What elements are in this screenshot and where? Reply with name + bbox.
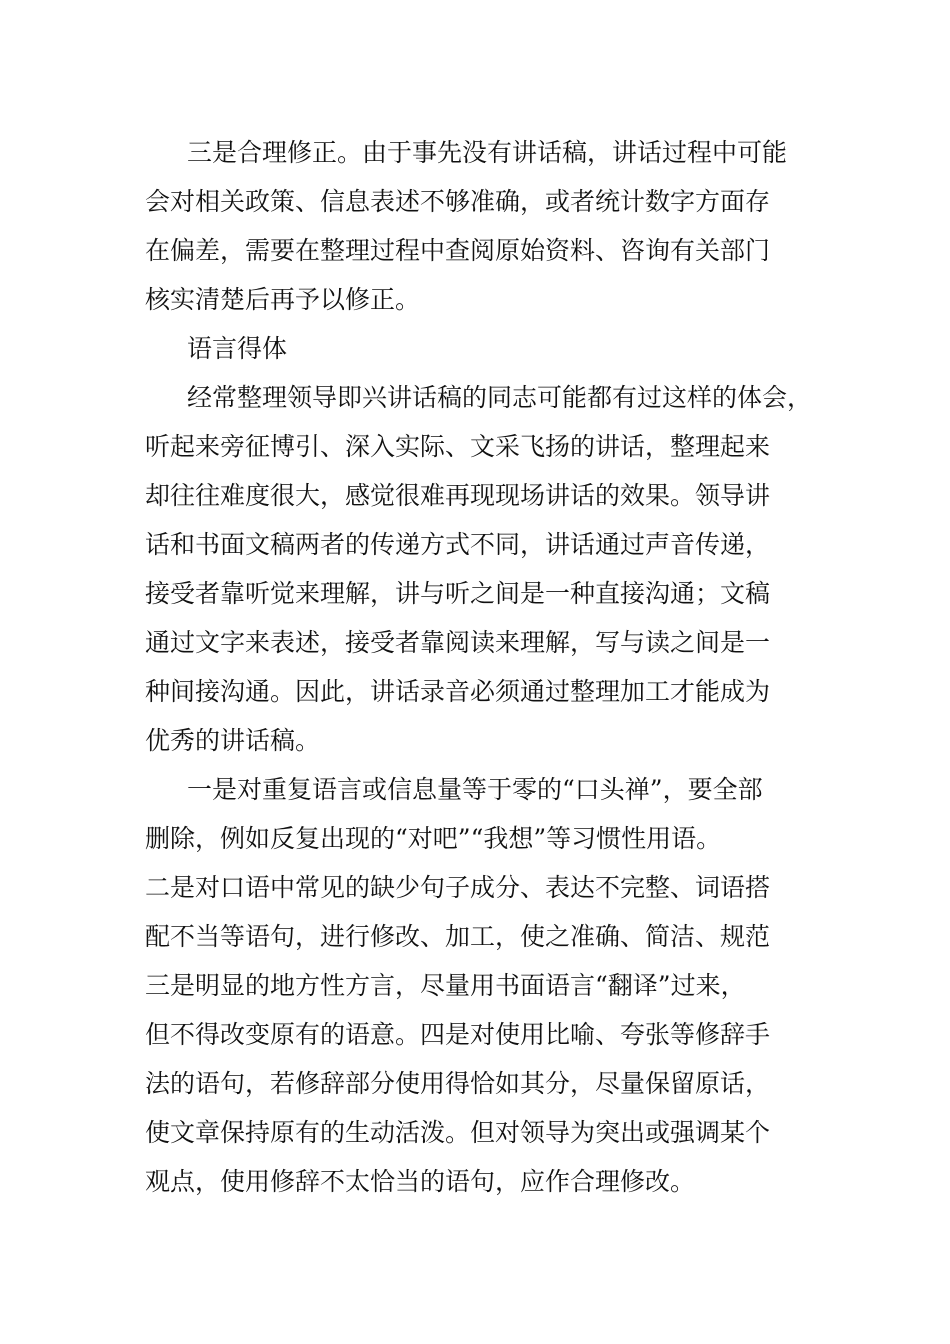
paragraph-methods: [145, 765, 825, 1206]
text-line: 三是明显的地方性方言，尽量用书面语言“翻译”过来，: [145, 971, 746, 1000]
text-line: 优秀的讲话稿。: [145, 726, 321, 755]
text-line: 经常整理领导即兴讲话稿的同志可能都有过这样的体会，: [187, 383, 813, 412]
text-line: 种间接沟通。因此，讲话录音必须通过整理加工才能成为: [145, 677, 771, 706]
text-line: 话和书面文稿两者的传递方式不同，讲话通过声音传递，: [145, 530, 771, 559]
text-line: 一是对重复语言或信息量等于零的“口头禅”，要全部: [187, 775, 763, 804]
text-line: 三是合理修正。由于事先没有讲话稿，讲话过程中可能: [187, 138, 788, 167]
text-line: 删除，例如反复出现的“对吧”“我想”等习惯性用语。: [145, 824, 722, 853]
text-line: 在偏差，需要在整理过程中查阅原始资料、咨询有关部门: [145, 236, 771, 265]
text-line: 使文章保持原有的生动活泼。但对领导为突出或强调某个: [145, 1118, 771, 1147]
text-line: 但不得改变原有的语意。四是对使用比喻、夸张等修辞手: [145, 1020, 771, 1049]
text-line: 二是对口语中常见的缺少句子成分、表达不完整、词语搭: [145, 873, 771, 902]
text-line: 接受者靠听觉来理解，讲与听之间是一种直接沟通；文稿: [145, 579, 771, 608]
text-line: 法的语句，若修辞部分使用得恰如其分，尽量保留原话，: [145, 1069, 771, 1098]
text-line: 配不当等语句，进行修改、加工，使之准确、简洁、规范: [145, 922, 771, 951]
text-line: 观点，使用修辞不太恰当的语句，应作合理修改。: [145, 1167, 696, 1196]
text-line: 却往往难度很大，感觉很难再现现场讲话的效果。领导讲: [145, 481, 771, 510]
heading-line: 语言得体: [187, 334, 288, 363]
paragraph-intro: [145, 373, 825, 765]
body-text: [145, 128, 825, 1206]
text-line: 会对相关政策、信息表述不够准确，或者统计数字方面存: [145, 187, 771, 216]
section-heading: [145, 324, 825, 373]
text-line: 听起来旁征博引、深入实际、文采飞扬的讲话，整理起来: [145, 432, 771, 461]
paragraph-correction: [145, 128, 825, 324]
text-line: 通过文字来表述，接受者靠阅读来理解，写与读之间是一: [145, 628, 771, 657]
text-line: 核实清楚后再予以修正。: [145, 285, 421, 314]
